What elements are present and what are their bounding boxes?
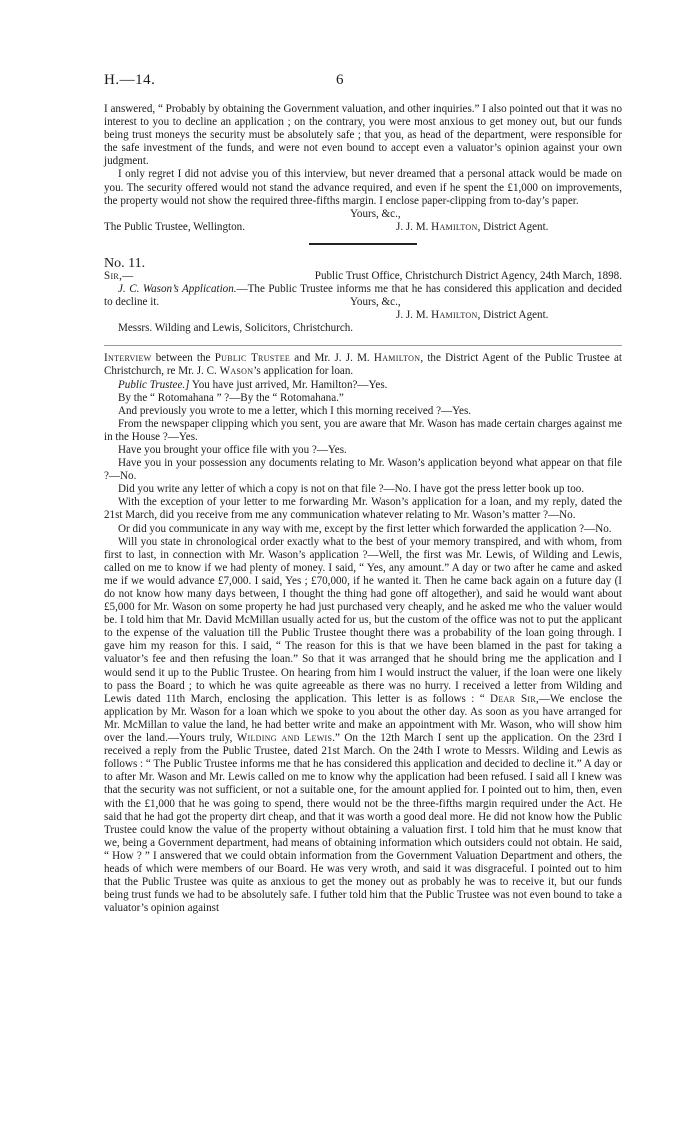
- letter-11-dateline: Public Trust Office, Christchurch District Agency, 24th March, 1898.: [314, 269, 622, 282]
- interview-long-text: .” On the 12th March I sent up the application. On the 23rd I received a reply from the Public Trustee, dated 21st March. On the 24th I wrote to Messrs. Wilding and Lewis as follows : “ The Public Trustee informs me that he has considered this application and decided to decline it.” A day or to after Mr. Wason and Mr. Lewis called on me to know why the application had been refused. I said all I knew was that the security was not sufficient, or not a suitable one, for the amount applied for. I pointed out to him, then, even with the £1,000 that he was going to spend, there would not be the three-fifths margin required under the Act. He said that he had got the property dirt cheap, and that it was worth a good deal more. He did not know how the Public Trustee could know the value of the property without obtaining a valuation first. I told him that he must know that we, being a Government department, had means of obtaining information which outsiders could not obtain. He said, “ How ? ” I answered that we could obtain information from the Government Valuation Department and others, the heads of which were members of our Board. He was very wroth, and said it was disgraceful. I pointed out to him that the Public Trustee was quite as anxious to get the money out as probably he was to receive it, but our funds being trust funds we had to be absolutely safe. I futher told him that the Public Trustee was not even bound to take a valuator’s opinion against: [104, 732, 623, 915]
- interview-paragraph: Have you in your possession any documents relating to Mr. Wason’s application beyond what appear on that file ?—No.: [104, 457, 622, 483]
- intro-signature: [396, 221, 548, 234]
- intro-closing-line: [104, 221, 622, 234]
- letter-11-text: —The Public Trustee informs me that he has considered this application and decided to decline it.: [104, 282, 622, 309]
- interview-long-answer: [104, 536, 622, 916]
- interview-paragraph: By the “ Rotomahana ” ?—By the “ Rotomahana.”: [118, 391, 344, 404]
- intro-signature-role: , District Agent.: [477, 220, 549, 233]
- section-divider: [309, 243, 417, 245]
- interview-paragraph: [104, 379, 622, 392]
- interview-text: You have just arrived, Mr. Hamilton?—Yes.: [189, 378, 388, 391]
- page-number: 6: [336, 72, 344, 88]
- interview-long-dear-sir: Dear Sir: [490, 692, 537, 705]
- intro-paragraph-1: I answered, “ Probably by obtaining the Government valuation, and other inquiries.” I also pointed out that it was no interest to you to decline an application ; on the contrary, you were most anxious to get money out, but our funds being trust moneys the security must be absolutely safe ; that you, as head of the department, were responsible for the safe investment of the funds, and were not even bound to accept even a valuator’s opinion against your own judgment.: [104, 103, 622, 168]
- intro-signature-initials: J. J. M.: [396, 220, 429, 233]
- interview-heading-hamilton: Hamilton: [373, 352, 421, 365]
- letter-11-signature-role: , District Agent.: [477, 309, 549, 322]
- interview-paragraph: Did you write any letter of which a copy is not on that file ?—No. I have got the press letter book up too.: [118, 483, 585, 496]
- interview-paragraph: With the exception of your letter to me forwarding Mr. Wason’s application for a loan, and my reply, dated the 21st March, did you receive from me any communication whatever relating to Mr. Wason’s matter ?—No.: [104, 496, 622, 522]
- interview-heading-part: between the: [151, 352, 215, 365]
- parliamentary-paper-ref: H.—14.: [104, 72, 156, 88]
- letter-11-dateline-row: [104, 270, 622, 283]
- intro-yours: Yours, &c.,: [350, 207, 401, 220]
- interview-long-text: ,—We enclose the application by Mr. Wason for a loan which we spoke to you about the other day. As soon as you have arranged for Mr. McMillan to value the land, he had better write and make an appointment with Mr. Wason, who will show him over the land.—Yours truly,: [104, 692, 623, 745]
- interview-heading-part: ’s application for loan.: [253, 365, 354, 378]
- interview-paragraph: From the newspaper clipping which you sent, you are aware that Mr. Wason has made certain charges against me in the House ?—Yes.: [104, 417, 622, 443]
- letter-11-signature-initials: J. J. M.: [396, 309, 429, 322]
- interview-long-text: Will you state in chronological order exactly what to the best of your memory transpired, and with whom, from first to last, in connection with Mr. Wason’s application ?—Well, the first was Mr. Lewis, of Wilding and Lewis, called on me to know if we had plenty of money. I said, “ Yes, any amount.” A day or two after he came and asked me if we would advance £7,000. I said, Yes ; £70,000, if he wanted it. Then he came back again on a future day (I do not know how many days between, I thought the thing had gone off altogether), and said he would want about £5,000 for Mr. Wason on some property he had just purchased very cheaply, and he asked me who the valuer would be. I told him that Mr. David McMillan usually acted for us, but the custom of the office was not to put the applicant to the expense of the valuation till the Public Trustee thought there was a probability of the loan going through. I gave him my reason for this. I said, “ The reason for this is that we have been blamed in the past for taking a valuator’s fee and then refusing the loan.” So that it was arranged that he should bring me the application and I would send it up to the Public Trustee. On hearing from him I would instruct the valuer, if the loan were one likely to pass the Board ; to which he was quite agreeable as there was no hurry. I received a letter from Wilding and Lewis dated 11th March, enclosing the application. This letter is as follows : “: [104, 535, 622, 705]
- interview-paragraph: Or did you communicate in any way with me, except by the first letter which forwarded the application ?—No.: [118, 522, 612, 535]
- interview-heading: [104, 352, 622, 378]
- interview-heading-word: Interview: [104, 352, 152, 365]
- letter-11-signature-row: [104, 309, 622, 322]
- interview-heading-wason: Wason: [219, 365, 254, 378]
- letter-11-yours: Yours, &c.,: [350, 296, 401, 309]
- interview-paragraph: And previously you wrote to me a letter, which I this morning received ?—Yes.: [118, 404, 472, 417]
- interview-speaker: Public Trustee.]: [118, 378, 190, 391]
- interview-paragraph: Have you brought your office file with you ?—Yes.: [118, 443, 347, 456]
- letter-11-signature: [396, 309, 548, 322]
- letter-11-title: No. 11.: [104, 255, 146, 271]
- page-header: [104, 72, 624, 94]
- letter-11-subject: J. C. Wason’s Application.: [118, 282, 237, 295]
- letter-11-addressee: Messrs. Wilding and Lewis, Solicitors, Christchurch.: [118, 322, 354, 335]
- interview-separator: [104, 345, 622, 346]
- intro-signature-name: Hamilton: [431, 220, 478, 233]
- interview-heading-part: and Mr. J. J. M.: [290, 352, 374, 365]
- document-body: [104, 103, 622, 915]
- interview-long-signoff: Wilding and Lewis: [236, 732, 333, 745]
- intro-paragraph-2: I only regret I did not advise you of this interview, but never dreamed that a personal attack would be made on you. The security offered would not stand the advance required, and even if he spent the £1,000 on improvements, the property would not show the required three-fifths margin. I enclose paper-clipping from to-day’s paper.: [104, 168, 622, 207]
- letter-11-signature-name: Hamilton: [431, 309, 478, 322]
- letter-11-salutation: Sir,—: [104, 269, 134, 282]
- intro-addressee: The Public Trustee, Wellington.: [104, 220, 245, 233]
- interview-heading-trustee: Public Trustee: [214, 352, 291, 365]
- interview-heading-part: , the District Agent of the Public Trustee at Christchurch, re Mr. J. C.: [104, 352, 622, 378]
